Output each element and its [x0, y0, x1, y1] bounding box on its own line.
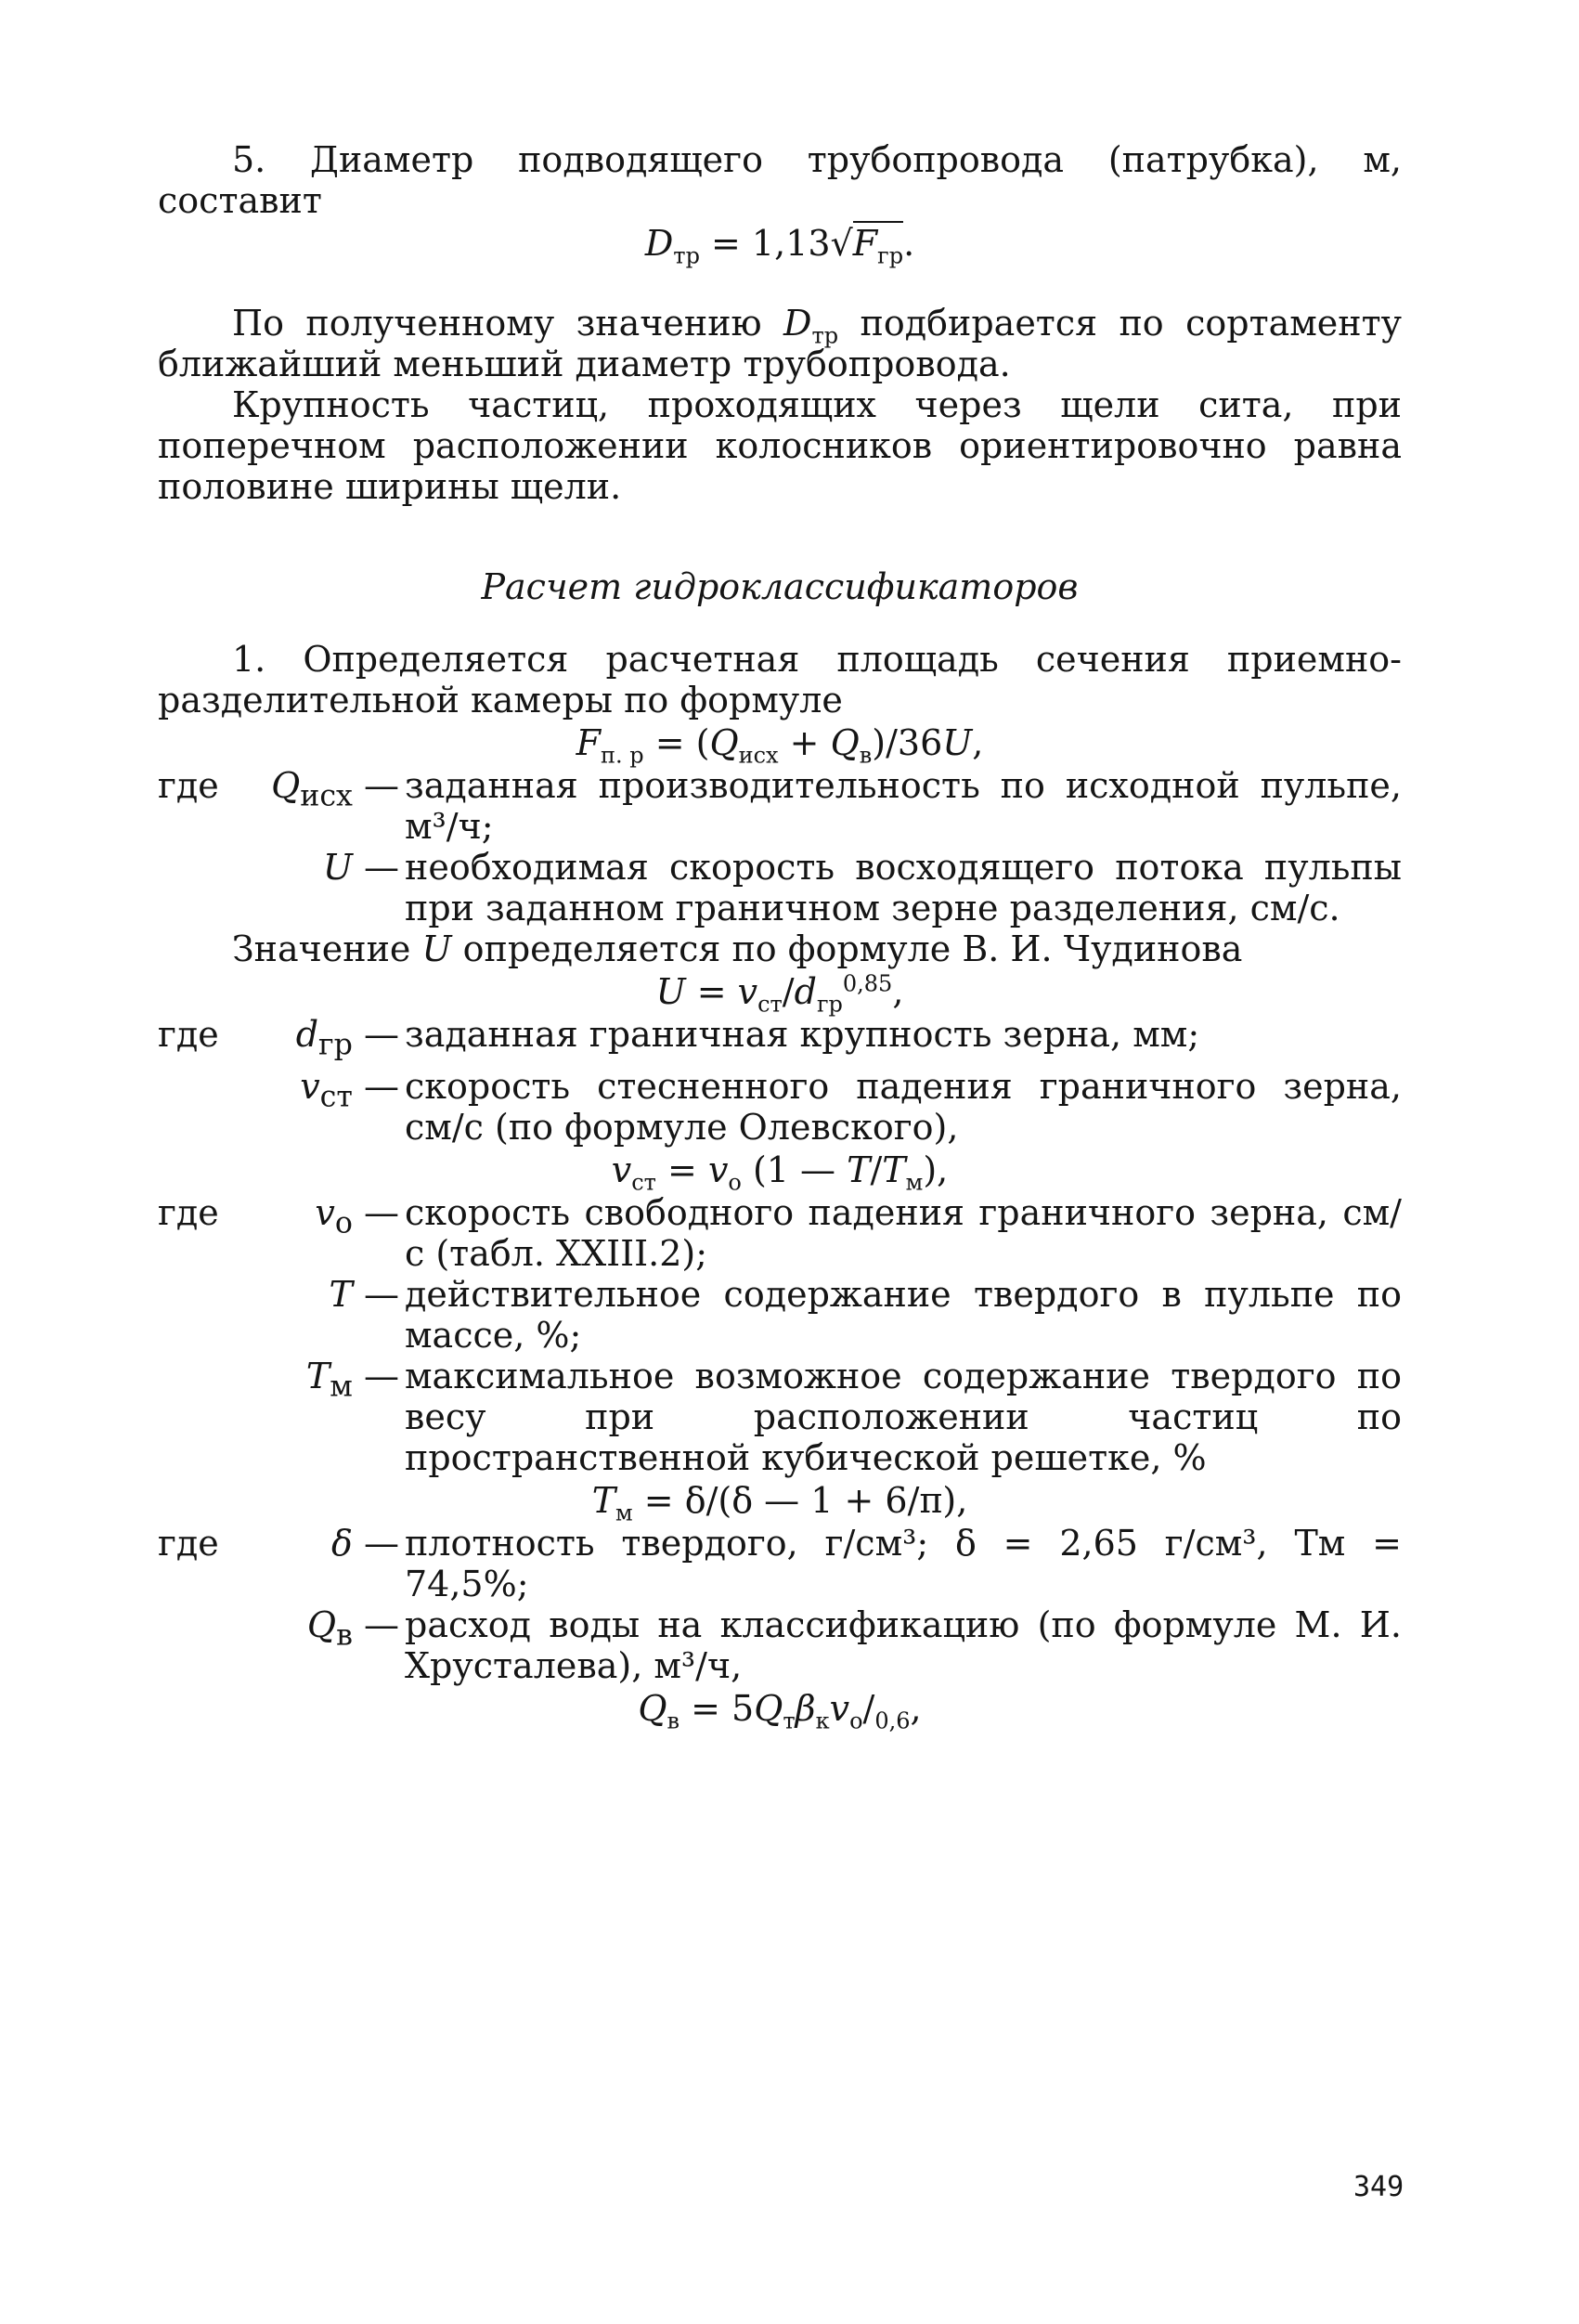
formula-hindered-velocity — [158, 1148, 1402, 1196]
text-run: Значение — [232, 928, 422, 969]
text-run: подбирается по сортаменту ближайший меньший диаметр трубопровода. — [158, 303, 1402, 384]
text-run: По полученному значению — [232, 303, 784, 344]
where-label: где — [158, 1191, 219, 1233]
definition-text: заданная производительность по исходной пульпе, м³/ч; — [405, 765, 1402, 847]
formula-symbol: v — [829, 1687, 850, 1729]
formula-subscript: 0,6 — [874, 1707, 911, 1734]
definition-text: действительное содержание твердого в пульпе по массе, %; — [405, 1273, 1402, 1356]
formula-operator: = 1,13 — [699, 223, 831, 264]
formula-subscript: гр — [877, 242, 904, 269]
formula-subscript: в — [667, 1707, 680, 1734]
formula-symbol: T — [591, 1479, 616, 1521]
definition-symbol: $v_о$ — — [315, 1191, 399, 1240]
where-label: где — [158, 1014, 219, 1055]
definition-text: плотность твердого, г/см³; δ = 2,65 г/см³, Tм = 74,5%; — [405, 1522, 1402, 1604]
formula-symbol: F — [852, 223, 878, 264]
formula-operator: / — [782, 971, 795, 1012]
formula-symbol: Q — [709, 722, 739, 763]
definition-list-4 — [158, 1523, 1402, 1686]
formula-operator: = — [655, 1149, 708, 1190]
formula-symbol: D — [783, 303, 812, 344]
page-number: 349 — [1353, 2171, 1404, 2203]
formula-velocity-u — [158, 969, 1402, 1018]
paragraph-assortment — [158, 303, 1402, 384]
formula-punct: , — [910, 1687, 922, 1729]
sqrt-sign: √ — [830, 223, 853, 264]
definition-text: скорость свободного падения граничного зерна, см/с (табл. XXIII.2); — [405, 1191, 1402, 1274]
formula-operator: )/36 — [872, 722, 943, 763]
document-page — [158, 139, 1402, 1734]
formula-subscript: о — [728, 1169, 742, 1196]
definition-text: необходимая скорость восходящего потока пульпы при заданном граничном зерне разделения, см/с. — [405, 847, 1402, 928]
definition-symbol: $Q_{исх}$ — — [271, 765, 399, 813]
formula-water-consumption — [158, 1686, 1402, 1734]
where-label: где — [158, 1522, 219, 1564]
formula-symbol: v — [611, 1149, 632, 1190]
definition-list-2 — [158, 1014, 1402, 1148]
definition-symbol: U — — [322, 847, 399, 888]
definition-symbol: $T_м$ — — [305, 1355, 399, 1404]
formula-subscript: в — [859, 742, 873, 769]
formula-subscript: о — [849, 1707, 863, 1734]
formula-symbol: T — [882, 1149, 906, 1190]
formula-operator: + — [778, 722, 831, 763]
paragraph-pipe-diameter: 5. Диаметр подводящего трубопровода (патрубка), м, составит — [158, 139, 1402, 221]
text-run: определяется по формуле В. И. Чудинова — [451, 928, 1243, 969]
paragraph-chudinov — [158, 928, 1402, 969]
formula-symbol: β — [795, 1687, 816, 1729]
formula-pipe-diameter — [158, 221, 1402, 269]
formula-symbol: v — [707, 1149, 729, 1190]
formula-punct: . — [903, 223, 915, 264]
sqrt-argument — [852, 221, 904, 269]
formula-punct: , — [972, 722, 984, 763]
formula-subscript: ст — [631, 1169, 656, 1196]
formula-subscript: т — [783, 1707, 796, 1734]
formula-punct: , — [892, 971, 904, 1012]
formula-subscript: п. р — [601, 742, 644, 769]
formula-subscript: ст — [757, 991, 783, 1018]
formula-subscript: тр — [811, 322, 839, 349]
formula-symbol: Q — [830, 722, 860, 763]
definition-symbol: $d_{гр}$ — — [295, 1014, 399, 1062]
formula-operator: = — [685, 971, 738, 1012]
formula-subscript: к — [815, 1707, 830, 1734]
definition-symbol: T — — [329, 1273, 399, 1315]
definition-text: расход воды на классификацию (по формуле М. И. Хрусталева), м³/ч, — [405, 1603, 1402, 1686]
where-label: где — [158, 765, 219, 806]
definition-symbol: $v_{ст}$ — — [300, 1065, 399, 1114]
formula-section-area — [158, 721, 1402, 769]
formula-operator: / — [862, 1687, 875, 1729]
formula-operator: = δ/(δ — 1 + 6/π), — [632, 1479, 968, 1521]
definition-text: скорость стесненного падения граничного зерна, см/с (по формуле Олевского), — [405, 1065, 1402, 1148]
formula-operator: = ( — [643, 722, 710, 763]
formula-subscript: м — [905, 1169, 924, 1196]
definition-list-1 — [158, 765, 1402, 928]
formula-symbol: T — [847, 1149, 871, 1190]
section-title: Расчет гидроклассификаторов — [481, 566, 1079, 607]
definition-list-3 — [158, 1192, 1402, 1478]
formula-operator: / — [870, 1149, 883, 1190]
formula-subscript: м — [615, 1500, 633, 1526]
formula-symbol: U — [942, 722, 973, 763]
formula-max-solids — [158, 1478, 1402, 1526]
formula-operator: (1 — — [741, 1149, 848, 1190]
formula-subscript: тр — [673, 242, 700, 269]
formula-symbol: U — [655, 971, 686, 1012]
formula-symbol: F — [576, 722, 601, 763]
formula-subscript: гр — [816, 991, 843, 1018]
definition-symbol: δ — — [331, 1522, 399, 1564]
formula-operator: = 5 — [679, 1687, 755, 1729]
formula-symbol: U — [421, 928, 452, 969]
formula-symbol: v — [737, 971, 758, 1012]
definition-text: максимальное возможное содержание твердого по весу при расположении частиц по пространственной кубической решетке, % — [405, 1355, 1402, 1478]
formula-exponent: 0,85 — [842, 970, 893, 997]
paragraph-particle-size: Крупность частиц, проходящих через щели сита, при поперечном расположении колосников ориентировочно равна половине ширины щели. — [158, 384, 1402, 507]
paragraph-section-area: 1. Определяется расчетная площадь сечения приемно-разделительной камеры по формуле — [158, 639, 1402, 721]
definition-text: заданная граничная крупность зерна, мм; — [405, 1014, 1200, 1055]
formula-symbol: d — [794, 971, 817, 1012]
definition-symbol: $Q_в$ — — [306, 1603, 399, 1653]
formula-subscript: исх — [738, 742, 779, 769]
formula-symbol: Q — [754, 1687, 783, 1729]
formula-punct: ), — [923, 1149, 949, 1190]
formula-symbol: Q — [638, 1687, 667, 1729]
formula-symbol: D — [644, 223, 674, 264]
